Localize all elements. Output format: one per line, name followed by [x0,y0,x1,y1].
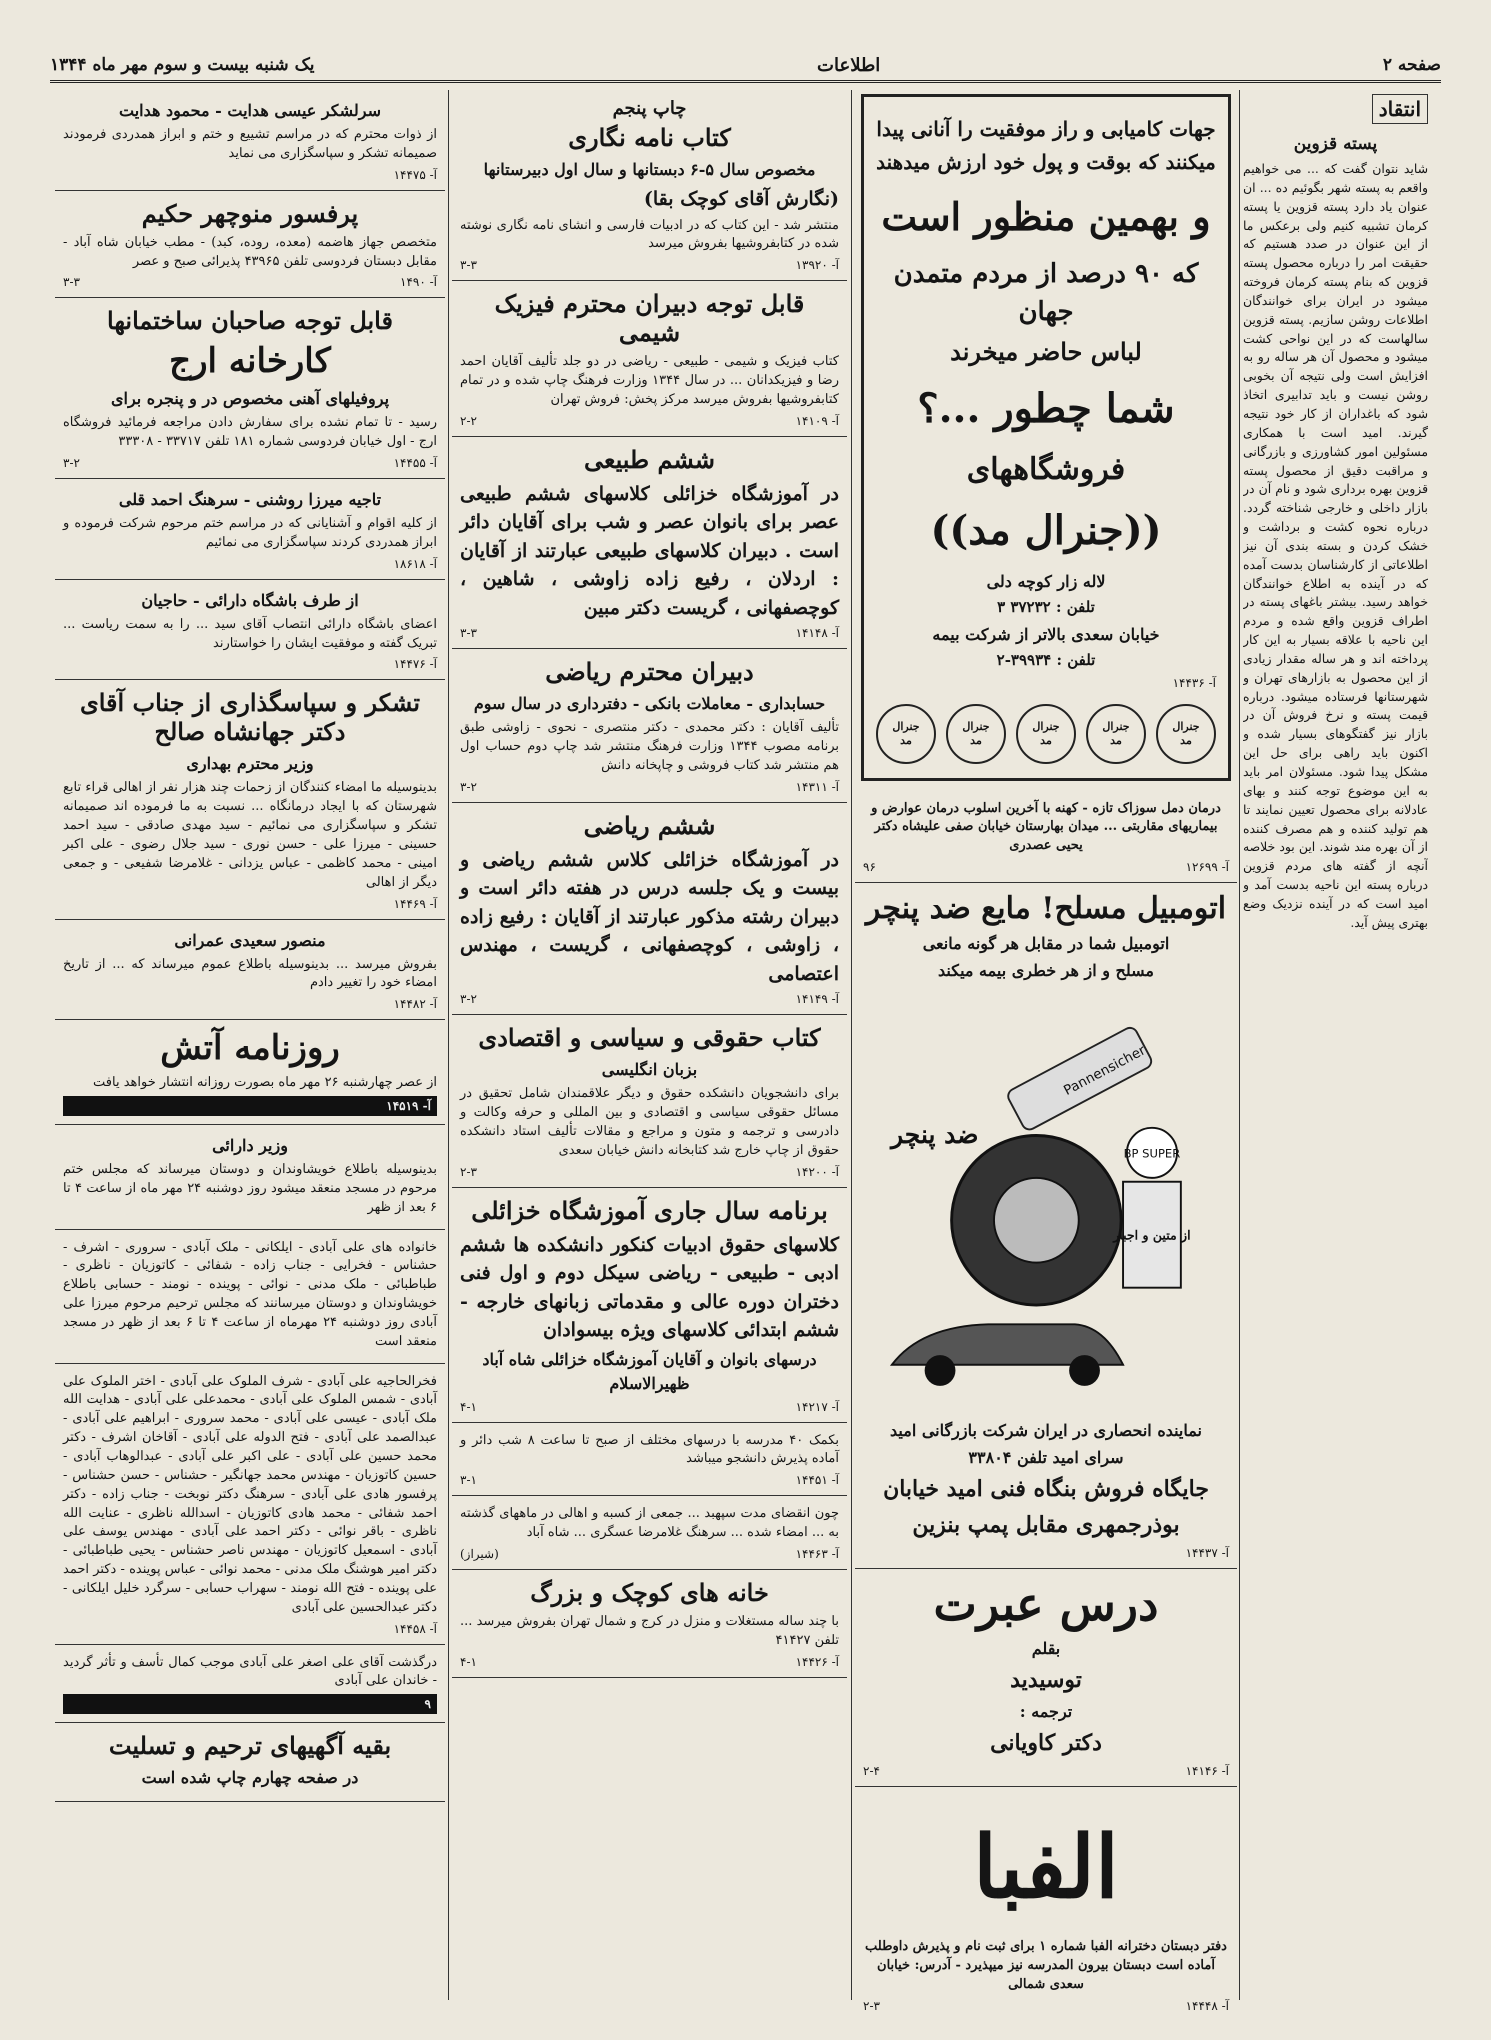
ad-code-part: آ- ۱۴۴۸۲ [393,997,437,1012]
ad-names: فخرالحاجیه علی آبادی - شرف الملوک علی آبادی - اختر الملوک علی آبادی - شمس الملوک علی آبادی - محمدعلی علی آبادی - هدایت الله ملک آبادی - عیسی علی آبادی - محمد سروری - ابراهیم علی آبادی - عبدالصمد علی آبادی - فتح الدوله علی آبادی - آقاخان اشرف - دکتر محمد حسین علی آبادی - علی اکبر علی آبادی - عبدالوهاب آبادی - حسین کاتوزیان - مهندس محمد جهانگیر - حشناس - حسن حشناس - پرفسور هادی علی آبادی - سرهنگ دکتر نوبخت - جناب زاده - دکتر احمد شفائی - محمد هادی کاتوزیان - اسدالله ناظری - عنایت الله ناظری - باقر نوائی - دکتر احمد علی آبادی - مهندس یوسف علی آبادی - اسمعیل کاتوزیان - مهندس ناصر حشناس - یحیی طباطبائی - دکتر امیر هوشنگ ملک مدنی - محمد نوائی - عباس پوینده - دکتر احمد علی پوینده - فتح الله نومند - سهراب حسابی - سرگرد خلیل ایلکانی - دکتر عبدالحسین علی آبادی [63,1373,437,1615]
tire-car-illustration [863,991,1229,1411]
classified-ad [55,920,445,1021]
ad-code-part: آ- ۱۴۴۵۵ [393,456,437,471]
ad-code-part: ۳-۳ [63,275,80,290]
book-author: توسیدید [1010,1667,1082,1694]
ad-code-part: آ- ۱۴۳۱۱ [795,779,839,794]
ad-code: آ- ۱۲۶۹۹ ۹۶ [863,860,1229,875]
ad-line: لباس حاضر میخرند [950,337,1142,367]
tube-label: Pannensicher [1061,1042,1149,1100]
classified-ad [452,281,847,437]
wheel-hub [994,1178,1079,1263]
ad-code [460,1400,839,1414]
column-education-ads [452,90,847,2010]
ad-headline: روزنامه آتش [160,1028,340,1069]
dealer-line: نماینده انحصاری در ایران شرکت بازرگانی امید [890,1421,1202,1441]
classified-ad [55,1723,445,1802]
ad-code-part: آ- ۱۴۴۵۱ [795,1473,839,1488]
car-wheel [1069,1355,1100,1386]
ad-text: دفتر دبستان دخترانه الفبا شماره ۱ برای ثبت نام و پذیرش داوطلب آماده است دبستان بیرون المدرسه نیز میپذیرد - آدرس: خیابان سعدی شمالی [865,1939,1227,1992]
ad-code [63,1622,437,1636]
ad-title: برنامه سال جاری آموزشگاه خزائلی [471,1195,828,1225]
ad-code [63,168,437,182]
column-critique [1243,90,1428,2010]
ad-text: رسید - تا تمام نشده برای سفارش دادن مراجعه فرمائید فروشگاه ارج - اول خیابان فردوسی شماره ۱۸۱ تلفن ۳۳۷۱۷ - ۳۳۳۰۸ [63,415,437,450]
ad-code-part: آ- ۱۸۶۱۸ [393,556,437,571]
ad-body: (نگارش آقای کوچک بقا) [643,188,839,210]
can-slogan: از متین و اجبار [1113,1227,1191,1243]
ad-text: بکمک ۴۰ مدرسه با درسهای مختلف از صبح تا ساعت ۸ شب دائر و آماده پذیرش دانشجو میباشد [460,1432,839,1467]
ad-headline: اتومبیل مسلح! مایع ضد پنچر [865,891,1227,927]
ad-code-part: آ- ۱۴۴۷۵ [393,167,437,182]
ad-code-bar [63,1096,437,1116]
ad-title: قابل توجه دبیران محترم فیزیک شیمی [494,289,805,348]
ad-code-part: آ- ۱۴۲۰۰ [795,1164,839,1179]
ad-text: بدینوسیله ما امضاء کنندگان از زحمات چند هزار نفر از اهالی قراء تابع شهرستان که با ایجاد درمانگاه ... نسبت به ما فرموده اند صمیمانه تشکر و سپاسگزاری می نمائیم - سید مهدی صادقی - سید احمد حسینی - میرزا علی - حسن نوری - سید جلال رضوی - علی اکبر امینی - محمد کاظمی - عباس یزدانی - غلامرضا شفیعی - و جمعی دیگر از اهالی [63,780,437,890]
ad-code-part: ۴-۱ [460,1399,477,1414]
classified-ad [55,1364,445,1645]
ad-code [63,557,437,571]
classified-ad [55,191,445,299]
car-wheel [925,1355,956,1386]
ad-text: از عصر چهارشنبه ۲۶ مهر ماه بصورت روزانه انتشار خواهد یافت [93,1075,437,1091]
ad-text: بدینوسیله باطلاع خویشاوندان و دوستان میرساند که مجلس ختم مرحوم در مسجد منعقد میشود روز دوشنبه ۲۴ مهر ماه از ساعت ۴ تا ۶ بعد از ظهر [63,1162,437,1215]
ad-text: از ذوات محترم که در مراسم تشییع و ختم و ابراز همدردی فرمودند صمیمانه تشکر و سپاسگزاری می نماید [63,127,437,161]
ad-headline: و بهمین منظور است [881,194,1211,239]
ad-title: تشکر و سپاسگذاری از جناب آقای دکتر جهانشاه صالح [79,688,421,747]
ad-title: قابل توجه صاحبان ساختمانها [107,306,393,336]
ad-emphasis: وزیر دارائی [212,1136,288,1156]
classified-ad [55,580,445,681]
ad-code [63,456,437,470]
classified-ad [55,90,445,191]
classified-ad [55,479,445,580]
ad-code-part: ۴-۱ [460,1654,477,1669]
column-divider [851,90,852,2000]
ad-code-part: ۲-۳ [460,1164,477,1179]
ad-headline: کارخانه ارج [169,341,331,382]
logo-badge: جنرال مد [946,704,1006,764]
byline-label: بقلم [1031,1639,1061,1659]
brand-label: ضد پنچر [890,1119,979,1150]
ad-text: کتاب فیزیک و شیمی - طبیعی - ریاضی در دو جلد تألیف آقایان احمد رضا و فیزیکدانان ... در سال ۱۳۴۴ وزارت فرهنگ چاپ شده و در تمام کتابفروشیها بفروش میرسد مرکز پخش: فروش تهران [460,354,840,407]
column-display-ads [855,90,1237,2010]
ad-code-part: آ- ۱۴۱۴۸ [795,626,839,641]
ad-headline: شما چطور ...؟ [917,385,1175,433]
ad-line: فروشگاههای [966,452,1126,488]
ad-emphasis: درسهای بانوان و آقایان آموزشگاه خزائلی شاه آباد ظهیرالاسلام [482,1349,817,1393]
column-divider [1239,90,1240,2000]
ad-subtitle: مخصوص سال ۵-۶ دبستانها و سال اول دبیرستانها [483,160,816,179]
ad-code-part: ۳-۳ [460,258,477,273]
ad-code: آ- ۱۴۴۳۶ [1172,675,1216,690]
ad-text: درگذشت آقای علی اصغر علی آبادی موجب کمال تأسف و تأثر گردید - خاندان علی آبادی [63,1654,437,1689]
ad-code-part: آ- ۱۴۴۲۶ [795,1654,839,1669]
ad-title: دبیران محترم ریاضی [545,657,754,687]
logo-badge: جنرال مد [1016,704,1076,764]
classified-ad [452,437,847,650]
ad-code [460,1547,839,1561]
ad-code-part: ۳-۳ [460,626,477,641]
badge-row [876,704,1216,764]
ad-line: که ۹۰ درصد از مردم متمدن جهان [893,259,1199,327]
classified-ad [452,1570,847,1678]
ad-code [460,1165,839,1179]
ad-code-part: ۳-۲ [460,992,477,1007]
ad-emphasis: وزیر محترم بهداری [186,754,314,774]
ad-title: خانه های کوچک و بزرگ [530,1578,769,1607]
ad-emphasis: منصور سعیدی عمرانی [174,930,326,950]
ad-code-part: آ- ۱۴۲۱۷ [795,1399,839,1414]
ad-code: آ- ۱۴۴۴۸ ۲-۳ [863,1998,1229,2010]
ad-code-bar [63,1694,437,1714]
ad-emphasis: پروفیلهای آهنی مخصوص در و پنجره برای [110,389,390,409]
ad-code-part: ۳-۲ [63,456,80,471]
ad-code-part: آ- ۱۴۴۶۹ [393,896,437,911]
general-mod-ad [861,94,1231,781]
ad-text: اعضای باشگاه دارائی انتصاب آقای سید ... را به سمت ریاست ... تبریک گفته و موفقیت ایشان را خواستارند [63,616,437,651]
anti-puncture-ad [855,883,1237,1569]
ad-code [460,414,839,428]
address: لاله زار کوچه دلی [986,571,1106,591]
page-number: صفحه ۲ [1382,55,1441,75]
section-heading: انتقاد [1372,94,1428,124]
ad-code-part: آ- ۱۴۴۷۶ [393,657,437,672]
school-name: الفبا [973,1817,1119,1919]
ad-code [460,1473,839,1487]
ad-code [63,997,437,1011]
ad-code: ۹ [424,1697,431,1712]
ad-text: با چند ساله مستغلات و منزل در کرج و شمال تهران بفروش میرسد ... تلفن ۴۱۴۲۷ [460,1614,839,1648]
classified-ad [55,1125,445,1230]
classified-ad [55,680,445,919]
phone: تلفن : ۳۹۹۳۴-۲ [996,650,1096,669]
ad-code [460,992,839,1006]
ad-code-part: آ- ۱۴۴۵۸ [393,1621,437,1636]
ad-code [63,275,437,289]
ad-text: تألیف آقایان : دکتر محمدی - دکتر منتصری - نحوی - زاوشی طبق برنامه مصوب ۱۳۴۴ وزارت فرهنگ منتشر شد چاپ دوم حساب اول هم منتشر شد کتاب فروشی و چاپخانه دانش [460,720,839,773]
ad-text: منتشر شد - این کتاب که در ادبیات فارسی و انشای نامه نگاری نوشته شده در کتابفروشیها بفروش میرسد [460,217,839,252]
article-body: شاید نتوان گفت که ... می خواهیم واقعم به پسته شهر بگوئیم ده ... ان عنوان یاد دارد پسته قزوین یا پسته کرمان تشبیه کنیم ولی برعکس ما از این عنوان در صدد هستیم که حقیقت امر را درباره محصول پسته قزوین که بنام پسته کرمان فروخته میشود در ایران برای خوانندگان اطلاعات روشن سازیم. پسته قزوین سالهاست که در این نواحی کشت میشود و محصول آن هر ساله رو به افزایش است ولی نتیجه آن بخوبی روشن نیست و باید تدابیری اتخاذ شود که باغداران از کار خود نتیجه گیرند. امید است با همکاری مسئولین امور کشاورزی و بازرگانی و مراقبت دقیق از محصول پسته قزوین بهره برداری شود و نام آن در بازار داخلی و خارجی شناخته گردد. درباره نحوه کشت و برداشت و خشک کردن و بسته بندی آن نیز اطلاعاتی از کارشناسان بدست آمده که در آینده به اطلاع خوانندگان خواهد رسید. بیشتر باغهای پسته در اطراف قزوین واقع شده و مردم این ناحیه با علاقه بسیار به این کار پرداخته اند و هر ساله مقدار زیادی از این محصول به بازارهای تهران و شهرستانها فرستاده میشود. درباره قیمت پسته و نرخ فروش آن در بازار نیز گفتگوهای بسیار شده و اکنون باید راهی برای حل این مشکل پیدا شود. مسئولان امر باید به این موضوع توجه کنند و بهای عادلانه برای محصول تعیین نمایند تا هم تولید کننده و هم مصرف کننده از آن بهره مند شوند. این بود خلاصه آنچه از گفته های مردم قزوین درباره پسته این ناحیه بدست آمد و امید است که در آینده نزدیک وضع بهتری پیش آید. [1243,161,1428,930]
ad-emphasis: در صفحه چهارم چاپ شده است [141,1768,359,1788]
column-divider [448,90,449,2000]
ad-code [460,1655,839,1669]
classified-ad [452,1015,847,1187]
ad-title: ششم ریاضی [583,810,716,840]
ad-code-part: آ- ۱۴۹۰ [400,275,437,290]
book-translator: دکتر کاویانی [990,1730,1102,1757]
ad-code [460,780,839,794]
ad-code [460,258,839,272]
logo-badge: جنرال مد [1156,704,1216,764]
alefba-school-ad [855,1787,1237,2010]
ad-code-part: (شیراز) [460,1547,499,1561]
translator-label: ترجمه : [1019,1702,1073,1722]
ad-text: چون انقضای مدت سپهبد ... جمعی از کسبه و اهالی در ماههای گذشته به ... امضاء شده ... سرهنگ غلامرضا عسگری ... شاه آباد [460,1506,839,1541]
classified-ad [452,90,847,281]
ad-text: برای دانشجویان دانشکده حقوق و دیگر علاقمندان شامل تحقیق در مسائل حقوقی سیاسی و اقتصادی و بین المللی و حرفه وکالت و دادرسی و ترجمه و متون و مراجع و مقالات تألیف استاد دانشکده حقوق از چاپ خارج شد کتابخانه دانش خیابان سعدی [460,1086,839,1158]
ad-code: آ- ۱۴۴۳۷ [1185,1546,1229,1561]
classified-ad [452,803,847,1016]
classified-ad [452,1496,847,1570]
ad-text: درمان دمل سوزاک تازه - کهنه با آخرین اسلوب درمان عوارض و بیماریهای مقاربتی ... میدان بهارستان خیابان صفی علیشاه دکتر یحیی عصدری [871,800,1221,854]
ad-title: کتاب حقوقی و سیاسی و اقتصادی [478,1023,821,1053]
ad-line: جهات کامیابی و راز موفقیت را آنانی پیدا [876,117,1216,141]
ad-title: بقیه آگهیهای ترحیم و تسلیت [108,1731,392,1761]
ad-line: میکنند که بوقت و پول خود ارزش میدهند [876,150,1216,174]
ad-body: در آموزشگاه خزائلی کلاسهای ششم طبیعی عصر برای بانوان عصر و شب برای آقایان دائر است . دبیران کلاسهای طبیعی عبارتند از آقایان : اردلان ، رفیع زاده زاوشی ، شاهین ، کوچصفهانی ، گریست دکتر مبین [460,482,839,619]
ad-names: خانواده های علی آبادی - ایلکانی - ملک آبادی - سروری - اشرف - حشناس - فخرایی - جناب زاده - شفائی - کاتوزیان - ناظری - طباطبائی - ملک مدنی - نوائی - پوینده - نومند - حسابی باطلاع خویشاوندان و دوستان میرسانند که مجلس ترحیم مرحوم میرزا علی آبادی روز دوشنبه ۲۴ مهرماه از ساعت ۴ تا ۶ بعد از ظهر در مسجد منعقد است [63,1239,437,1349]
ad-text: بفروش میرسد ... بدینوسیله باطلاع عموم میرساند که ... از تاریخ امضاء خود را تغییر دادم [63,956,437,991]
dealer-line: بوذرجمهری مقابل پمپ بنزین [912,1512,1180,1539]
book-title: درس عبرت [933,1577,1159,1632]
ad-text: متخصص جهاز هاضمه (معده، روده، کبد) - مطب خیابان شاه آباد - مقابل دبستان فردوسی تلفن ۴۳۹۶۵ پذیرائی صبح و عصر [63,234,437,269]
ad-code: آ- ۱۴۱۴۶ ۲-۴ [863,1764,1229,1779]
store-name: ((جنرال مد)) [930,506,1162,554]
ad-code [460,626,839,640]
ad-code [63,897,437,911]
newspaper-name: اطلاعات [817,54,881,76]
ad-code-part: ۲-۲ [460,413,477,428]
ad-emphasis: از طرف باشگاه دارائی - حاجیان [141,590,359,610]
classified-ad [452,1423,847,1497]
logo-badge: جنرال مد [1086,704,1146,764]
ad-code-part: آ- ۱۴۴۶۳ [795,1547,839,1561]
address: خیابان سعدی بالاتر از شرکت بیمه [932,624,1160,644]
ad-emphasis: سرلشکر عیسی هدایت - محمود هدایت [119,101,381,120]
masthead-rule [50,80,1441,83]
ad-emphasis: تاجیه میرزا روشنی - سرهنگ احمد قلی [118,490,382,510]
ad-code [63,657,437,671]
classified-ad [55,1645,445,1724]
masthead [50,52,1441,78]
issue-date: یک شنبه بیست و سوم مهر ماه ۱۳۴۴ [50,55,315,75]
logo-badge: جنرال مد [876,704,936,764]
dealer-line: جایگاه فروش بنگاه فنی امید خیابان [883,1476,1209,1503]
ad-code-part: ۳-۱ [460,1473,477,1488]
classified-ad [452,1188,847,1423]
ad-emphasis: حسابداری - معاملات بانکی - دفترداری در سال سوم [473,694,826,714]
ad-code-part: ۳-۲ [460,779,477,794]
ad-code-part: آ- ۱۳۹۲۰ [795,258,839,273]
ad-title: پرفسور منوچهر حکیم [141,198,359,228]
ad-code-part: آ- ۱۴۱۴۹ [795,992,839,1007]
ad-title: کتاب نامه نگاری [568,123,731,152]
ad-body: کلاسهای حقوق ادبیات کنکور دانشکده ها ششم ادبی - طبیعی - ریاضی سیکل دوم و اول فنی دختران دوره عالی و مقدماتی زبانهای خارجه - ششم ابتدائی کلاسهای ویژه بیسوادان [460,1233,839,1342]
article-title: پسته قزوین [1293,134,1378,154]
clinic-ad [855,791,1237,884]
ad-code-part: آ- ۱۴۱۰۹ [795,413,839,428]
ad-line: اتومبیل شما در مقابل هر گونه مانعی [922,934,1170,954]
ad-kicker: چاپ پنجم [612,98,687,119]
ad-emphasis: بزبان انگلیسی [601,1060,698,1080]
ad-body: در آموزشگاه خزائلی کلاس ششم ریاضی و بیست و یک جلسه درس در هفته دائر است و دبیران رشته مذکور عبارتند از آقایان : رفیع زاده ، زاوشی ، کوچصفهانی ، گریست ، مهندس اعتصامی [460,848,839,985]
bp-label: BP SUPER [1123,1146,1181,1161]
column-notices [55,90,445,2010]
book-ad-dars-ebrat [855,1569,1237,1787]
classified-ad [55,298,445,479]
classified-ad [55,1020,445,1125]
ad-text: از کلیه اقوام و آشنایانی که در مراسم ختم مرحوم شرکت فرموده و ابراز همدردی کردند سپاسگزاری می نمائیم [63,516,437,550]
ad-line: مسلح و از هر خطری بیمه میکند [938,961,1154,981]
classified-ad [55,1230,445,1364]
classified-ad [452,649,847,803]
ad-code: آ- ۱۴۵۱۹ [386,1099,431,1114]
dealer-line: سرای امید تلفن ۳۳۸۰۴ [968,1448,1124,1468]
ad-title: ششم طبیعی [583,444,715,474]
phone: تلفن : ۳۷۲۳۲ ۳ [997,597,1095,616]
